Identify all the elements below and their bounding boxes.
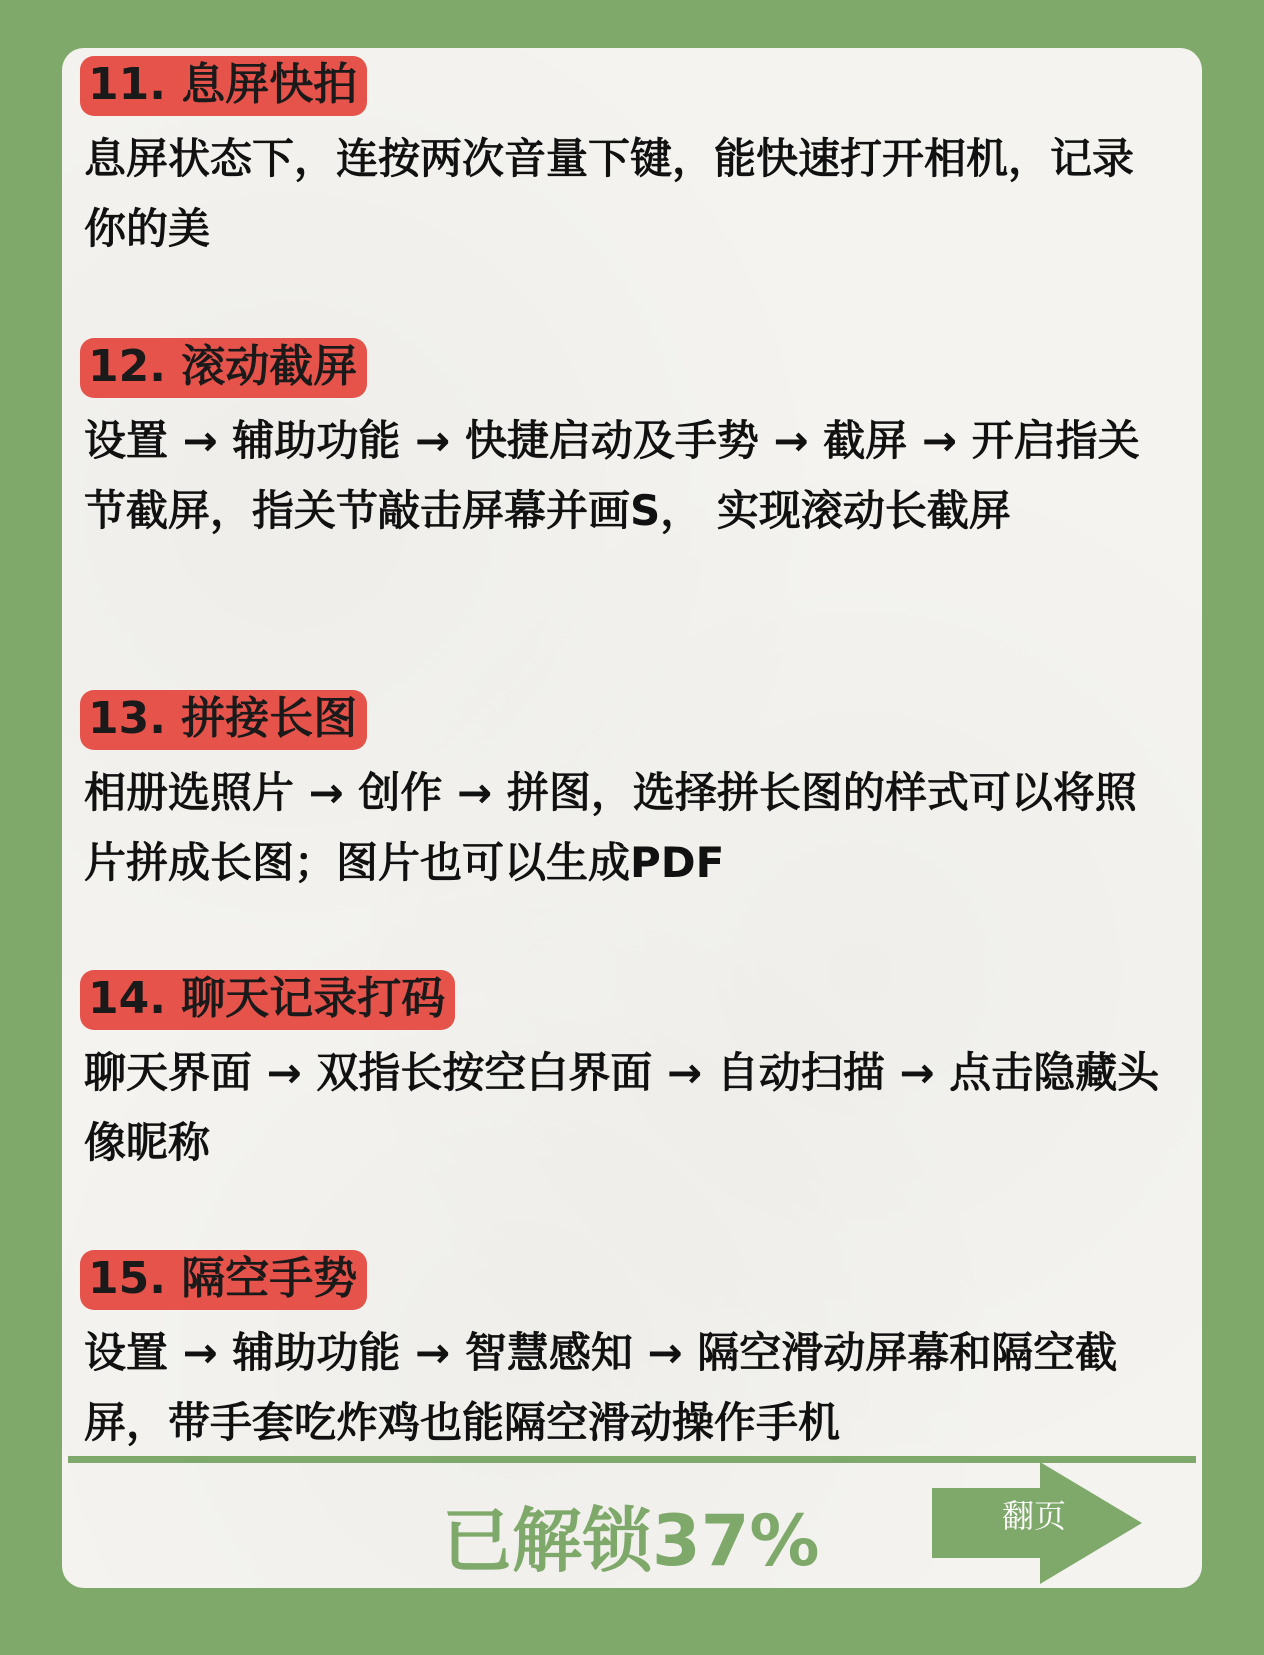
unlock-progress-text: 已解锁37% (442, 1500, 820, 1582)
next-page-button[interactable] (932, 1462, 1162, 1584)
tip-title-tag: 12. 滚动截屏 (80, 338, 367, 398)
tip-description: 设置 → 辅助功能 → 智慧感知 → 隔空滑动屏幕和隔空截屏，带手套吃炸鸡也能隔空滑动操作手机 (84, 1328, 1118, 1447)
content-card (62, 48, 1202, 1588)
tip-15 (80, 1250, 1190, 1458)
tip-description: 相册选照片 → 创作 → 拼图，选择拼长图的样式可以将照片拼成长图；图片也可以生成PDF (84, 768, 1137, 887)
tip-13 (80, 690, 1190, 898)
next-page-label: 翻页 (1002, 1497, 1067, 1535)
tip-title-tag: 15. 隔空手势 (80, 1250, 367, 1310)
tip-12 (80, 338, 1190, 546)
tip-title-tag: 14. 聊天记录打码 (80, 970, 455, 1030)
tip-11 (80, 56, 1190, 264)
tip-title-tag: 11. 息屏快拍 (80, 56, 367, 116)
tip-title-tag: 13. 拼接长图 (80, 690, 367, 750)
tip-description: 聊天界面 → 双指长按空白界面 → 自动扫描 → 点击隐藏头像昵称 (84, 1048, 1160, 1167)
tip-description: 息屏状态下，连按两次音量下键，能快速打开相机，记录你的美 (84, 134, 1135, 253)
tip-14 (80, 970, 1190, 1178)
tip-description: 设置 → 辅助功能 → 快捷启动及手势 → 截屏 → 开启指关节截屏，指关节敲击屏幕并画S， 实现滚动长截屏 (84, 416, 1140, 535)
